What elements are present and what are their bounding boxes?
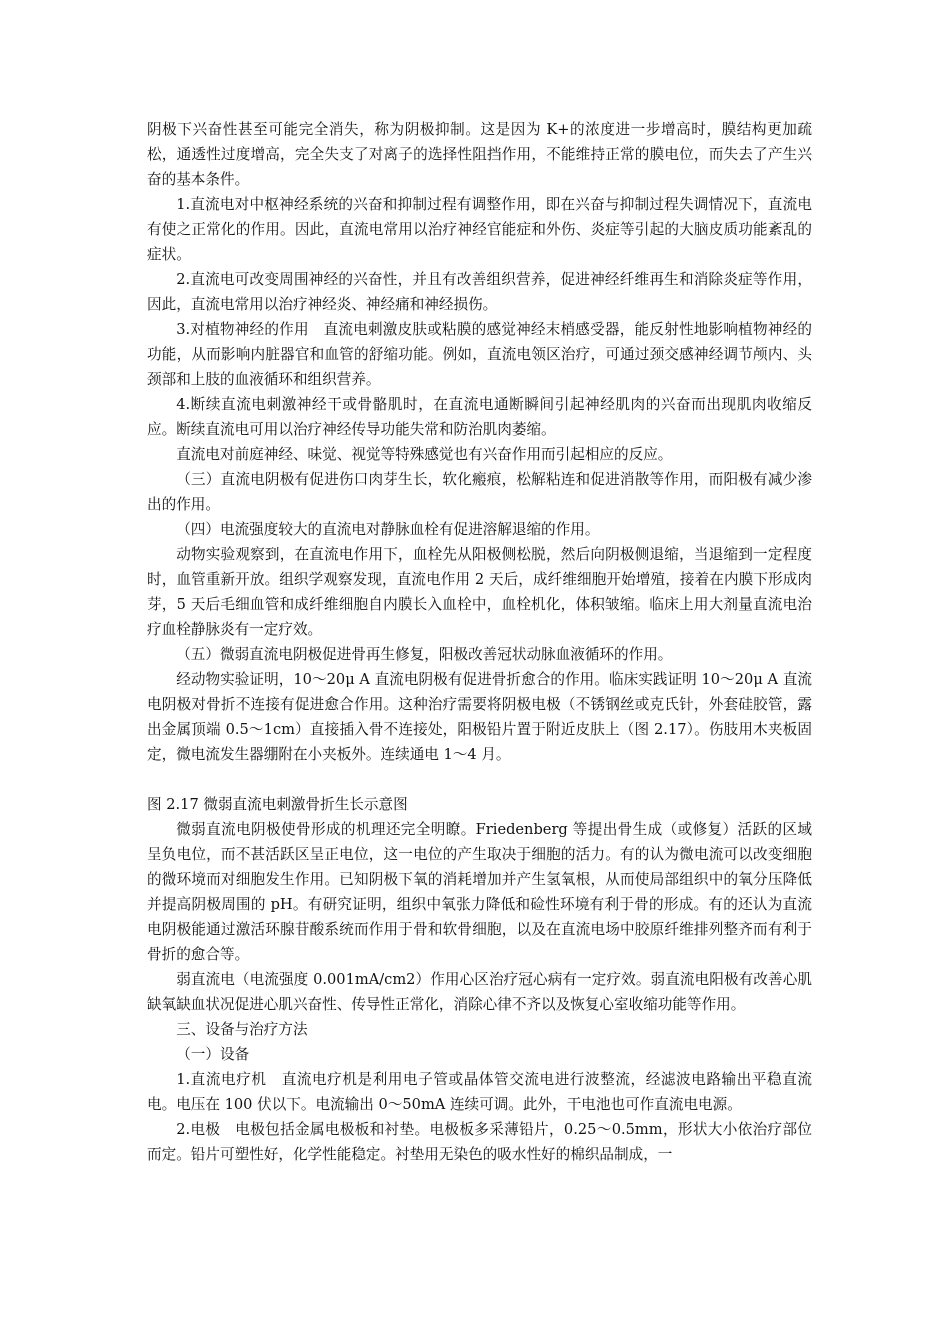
paragraph: 1.直流电疗机 直流电疗机是利用电子管或晶体管交流电进行波整流，经滤波电路输出平稳直流电。电压在 100 伏以下。电流输出 0～50mA 连续可调。此外，干电池也可作直流电电源。 xyxy=(147,1071,812,1113)
paragraph: 阴极下兴奋性甚至可能完全消失，称为阴极抑制。这是因为 K+的浓度进一步增高时，膜结构更加疏松，通透性过度增高，完全失支了对离子的选择性阻挡作用，不能维持正常的膜电位，而失去了产生兴奋的基本条件。 xyxy=(147,121,812,188)
section-heading: 三、设备与治疗方法 xyxy=(176,1021,308,1038)
paragraph: 直流电对前庭神经、味觉、视觉等特殊感觉也有兴奋作用而引起相应的反应。 xyxy=(176,446,673,463)
paragraph: （五）微弱直流电阴极促进骨再生修复，阳极改善冠状动脉血液循环的作用。 xyxy=(176,646,673,663)
paragraph: 3.对植物神经的作用 直流电刺激皮肤或粘膜的感觉神经末梢感受器，能反射性地影响植物神经的功能，从而影响内脏器官和血管的舒缩功能。例如，直流电领区治疗，可通过颈交感神经调节颅内、头颈部和上肢的血液循环和组织营养。 xyxy=(147,321,812,388)
paragraph: 2.电极 电极包括金属电极板和衬垫。电极板多采薄铅片，0.25～0.5mm，形状大小依治疗部位而定。铅片可塑性好，化学性能稳定。衬垫用无染色的吸水性好的棉织品制成，一 xyxy=(147,1121,812,1163)
paragraph: 动物实验观察到，在直流电作用下，血栓先从阳极侧松脱，然后向阴极侧退缩，当退缩到一定程度时，血管重新开放。组织学观察发现，直流电作用 2 天后，成纤维细胞开始增殖，接着在内膜下形成肉芽，5 天后毛细血管和成纤维细胞自内膜长入血栓中，血栓机化，体积皱缩。临床上用大剂量直流电治疗血栓静脉炎有一定疗效。 xyxy=(147,546,812,638)
figure-space xyxy=(147,767,812,792)
paragraph: （四）电流强度较大的直流电对静脉血栓有促进溶解退缩的作用。 xyxy=(176,521,600,538)
paragraph: 4.断续直流电刺激神经干或骨骼肌时，在直流电通断瞬间引起神经肌肉的兴奋而出现肌肉收缩反应。断续直流电可用以治疗神经传导功能失常和防治肌肉萎缩。 xyxy=(147,396,812,438)
document-body xyxy=(147,117,812,1167)
subsection-heading: （一）设备 xyxy=(176,1046,250,1063)
paragraph: 1.直流电对中枢神经系统的兴奋和抑制过程有调整作用，即在兴奋与抑制过程失调情况下，直流电有使之正常化的作用。因此，直流电常用以治疗神经官能症和外伤、炎症等引起的大脑皮质功能紊乱的症状。 xyxy=(147,196,812,263)
figure-caption: 图 2.17 微弱直流电刺激骨折生长示意图 xyxy=(147,796,408,813)
paragraph: 弱直流电（电流强度 0.001mA/cm2）作用心区治疗冠心病有一定疗效。弱直流电阳极有改善心肌缺氧缺血状况促进心肌兴奋性、传导性正常化，消除心律不齐以及恢复心室收缩功能等作用。 xyxy=(147,971,812,1013)
paragraph: 微弱直流电阴极使骨形成的机理还完全明瞭。Friedenberg 等提出骨生成（或修复）活跃的区域呈负电位，而不甚活跃区呈正电位，这一电位的产生取决于细胞的活力。有的认为微电流可以改变细胞的微环境而对细胞发生作用。已知阴极下氧的消耗增加并产生氢氧根，从而使局部组织中的氧分压降低并提高阴极周围的 pH。有研究证明，组织中氧张力降低和硷性环境有利于骨的形成。有的还认为直流电阴极能通过激活环腺苷酸系统而作用于骨和软骨细胞，以及在直流电场中胶原纤维排列整齐而有利于骨折的愈合等。 xyxy=(147,821,812,963)
paragraph: （三）直流电阴极有促进伤口肉芽生长，软化瘢痕，松解粘连和促进消散等作用，而阳极有减少渗出的作用。 xyxy=(147,471,812,513)
paragraph: 经动物实验证明，10～20μ A 直流电阴极有促进骨折愈合的作用。临床实践证明 10～20μ A 直流电阴极对骨折不连接有促进愈合作用。这种治疗需要将阴极电极（不锈钢丝或克氏针，外套硅胶管，露出金属顶端 0.5～1cm）直接插入骨不连接处，阳极铅片置于附近皮肤上（图 2.17）。伤肢用木夹板固定，微电流发生器绷附在小夹板外。连续通电 1～4 月。 xyxy=(147,671,812,763)
paragraph: 2.直流电可改变周围神经的兴奋性，并且有改善组织营养，促进神经纤维再生和消除炎症等作用，因此，直流电常用以治疗神经炎、神经痛和神经损伤。 xyxy=(147,271,812,313)
